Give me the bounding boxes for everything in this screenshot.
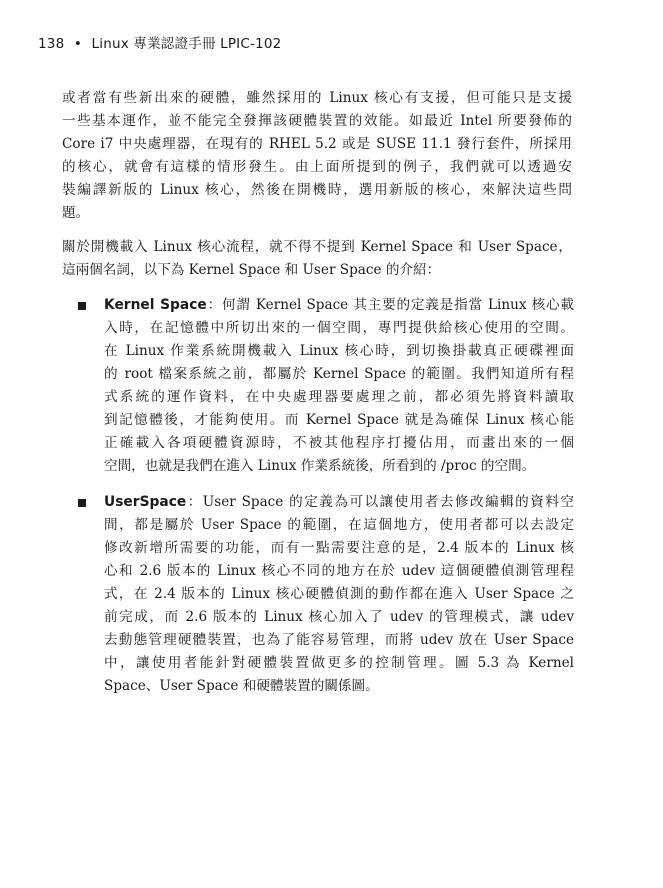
item-line: 修改新增所需要的功能，而有一點需要注意的是，2.4 版本的 Linux 核 — [104, 540, 574, 556]
item-line: 在 Linux 作業系統開機載入 Linux 核心時，到切換掛載真正硬碟裡面 — [104, 343, 574, 359]
item-line: 入時，在記憶體中所切出來的一個空間，專門提供給核心使用的空間。 — [104, 320, 574, 336]
list-item-kernel-space — [78, 294, 578, 478]
item-line: 式系統的運作資料，在中央處理器要處理之前，都必須先將資料讀取 — [104, 389, 574, 405]
paragraph-line: 裝編譯新版的 Linux 核心，然後在開機時，選用新版的核心，來解決這些問 — [62, 182, 572, 198]
item-line: 前完成，而 2.6 版本的 Linux 核心加入了 udev 的管理模式，讓 udev — [104, 609, 574, 625]
header-bullet: • — [73, 36, 83, 52]
running-header — [38, 32, 281, 52]
list-item-user-space — [78, 491, 578, 698]
definition-text: ：User Space 的定義為可以讓使用者去修改編輯的資料空 — [186, 494, 574, 510]
definition-text: ：何謂 Kernel Space 其主要的定義是指當 Linux 核心載 — [206, 297, 574, 313]
item-line: 式，在 2.4 版本的 Linux 核心硬體偵測的動作都在進入 User Space 之 — [104, 586, 574, 602]
square-bullet-icon — [78, 302, 86, 310]
paragraph-line: 一些基本運作，並不能完全發揮該硬體裝置的效能。如最近 Intel 所要發佈的 — [62, 113, 572, 129]
paragraph-line: 的核心，就會有這樣的情形發生。由上面所提到的例子，我們就可以透過安 — [62, 159, 572, 175]
item-line: 間，都是屬於 User Space 的範圍，在這個地方，使用者都可以去設定 — [104, 517, 574, 533]
paragraph-intro — [62, 87, 572, 225]
book-title: Linux 專業認證手冊 LPIC-102 — [91, 36, 282, 52]
item-line: 心和 2.6 版本的 Linux 核心不同的地方在於 udev 這個硬體偵測管理程 — [104, 563, 574, 579]
item-first-line — [104, 491, 574, 514]
item-line: 的 root 檔案系統之前，都屬於 Kernel Space 的範圍。我們知道所有程 — [104, 366, 574, 382]
item-line: 去動態管理硬體裝置，也為了能容易管理，而將 udev 放在 User Space — [104, 632, 574, 648]
item-line: 空間，也就是我們在進入 Linux 作業系統後，所看到的 /proc 的空間。 — [104, 458, 536, 474]
paragraph-line: Core i7 中央處理器，在現有的 RHEL 5.2 或是 SUSE 11.1 發行套件，所採用 — [62, 136, 572, 152]
definition-list — [78, 294, 578, 711]
item-line: 中，讓使用者能針對硬體裝置做更多的控制管理。圖 5.3 為 Kernel — [104, 655, 574, 671]
paragraph-line: 關於開機載入 Linux 核心流程，就不得不提到 Kernel Space 和 User Space， — [62, 239, 572, 255]
paragraph-line: 或者當有些新出來的硬體，雖然採用的 Linux 核心有支援，但可能只是支援 — [62, 90, 572, 106]
item-first-line — [104, 294, 574, 317]
square-bullet-icon — [78, 499, 86, 507]
paragraph-line: 這兩個名詞，以下為 Kernel Space 和 User Space 的介紹： — [62, 262, 441, 278]
term-kernel-space: Kernel Space — [104, 297, 207, 313]
item-line: 到記憶體後，才能夠使用。而 Kernel Space 就是為確保 Linux 核心能 — [104, 412, 574, 428]
paragraph-line: 題。 — [62, 205, 90, 221]
term-user-space: UserSpace — [104, 494, 187, 510]
item-line: Space、User Space 和硬體裝置的關係圖。 — [104, 678, 379, 694]
paragraph-kernel-user-space — [62, 236, 572, 282]
page-number: 138 — [38, 36, 65, 52]
item-line: 正確載入各項硬體資源時，不被其他程序打擾佔用，而畫出來的一個 — [104, 435, 574, 451]
